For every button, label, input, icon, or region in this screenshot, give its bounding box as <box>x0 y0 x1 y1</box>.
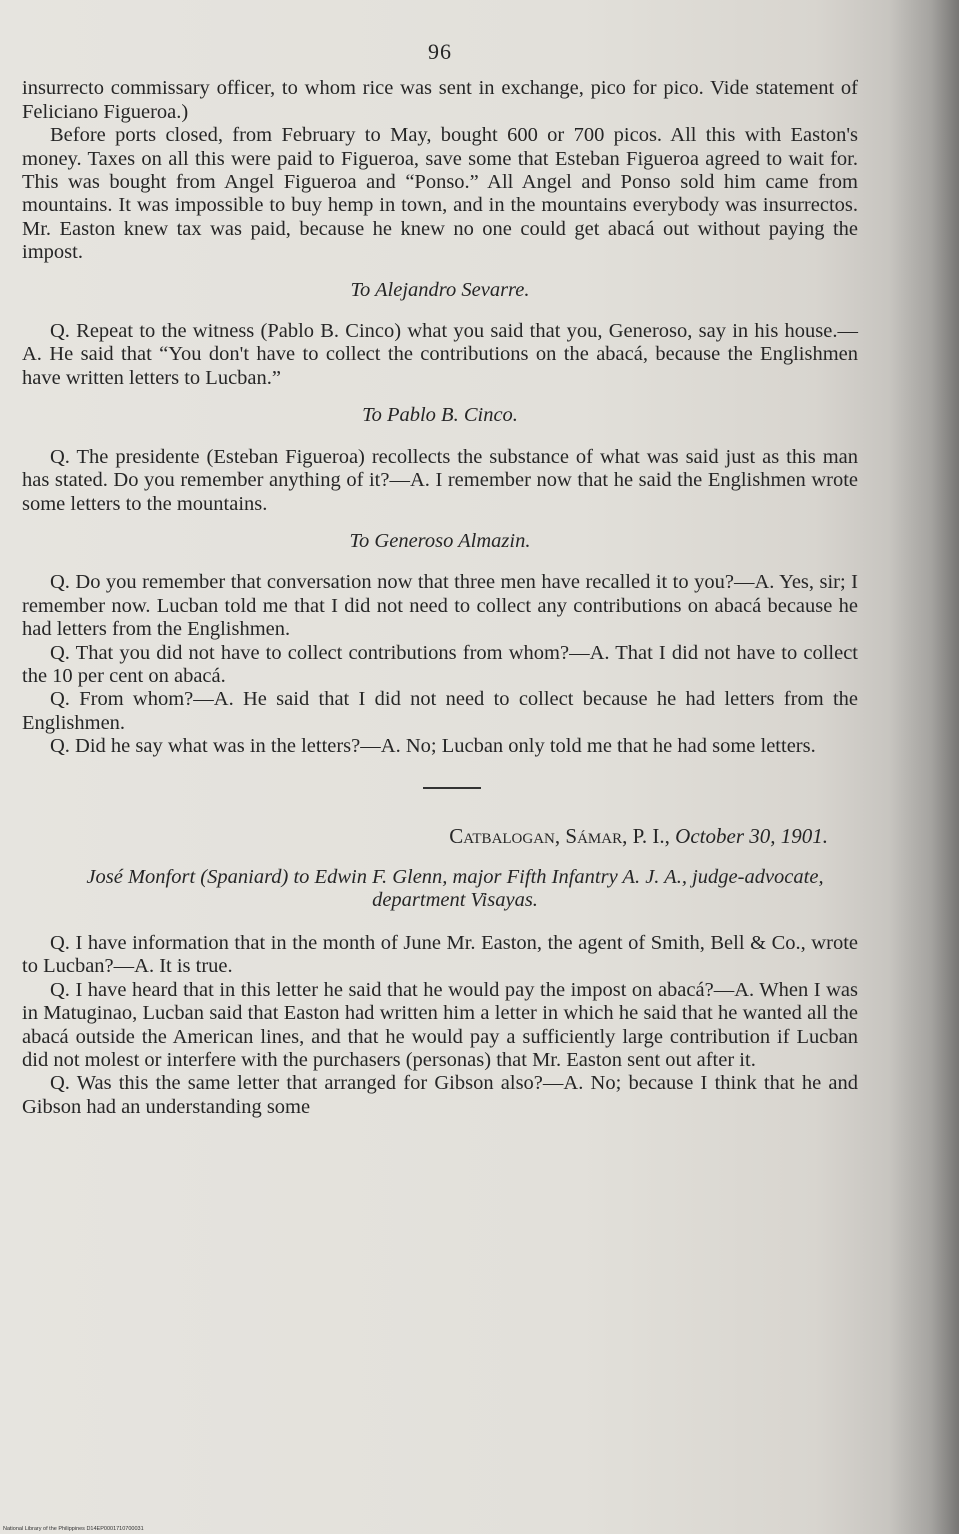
paragraph: Q. I have heard that in this letter he said that he would pay the impost on abacá?—A. When I was in Matuginao, Lucban said that Easton had written him a letter in which he said that he wanted all the abacá outside the American lines, and that he would pay a sufficiently large contribution if Lucban did not molest or interfere with the purchasers (personas) that Mr. Easton sent out after it. <box>22 978 858 1071</box>
paragraph: Q. I have information that in the month of June Mr. Easton, the agent of Smith, Bell & Co., wrote to Lucban?—A. It is true. <box>22 931 858 978</box>
book-spine-shadow <box>889 0 959 1534</box>
dateline-date: October 30, 1901. <box>675 823 828 848</box>
scan-footer: National Library of the Philippines D14EP0001710700031 <box>3 1526 144 1532</box>
section-divider <box>423 787 481 789</box>
dateline-place: Catbalogan, Sámar, P. I., <box>449 823 670 848</box>
page-number: 96 <box>428 39 452 64</box>
paragraph: Q. Do you remember that conversation now that three men have recalled it to you?—A. Yes, sir; I remember now. Lucban told me that I did not need to collect any contributions on abacá because he had letters from the Englishmen. <box>22 571 858 641</box>
paragraph: Q. Repeat to the witness (Pablo B. Cinco) what you said that you, Generoso, say in his house.—A. He said that “You don't have to collect the contributions on the abacá, because the Englishmen have written letters to Lucban.” <box>22 320 858 389</box>
paragraph: Before ports closed, from February to May, bought 600 or 700 picos. All this with Easton's money. Taxes on all this were paid to Figueroa, save some that Esteban Figueroa agreed to wait for. This was bought from Angel Figueroa and “Ponso.” All Angel and Ponso sold him came from mountains. It was impossible to buy hemp in town, and in the mountains everybody was insurrectos. Mr. Easton knew tax was paid, because he knew no one could get abacá out without paying the impost. <box>22 124 858 264</box>
paragraph: Q. From whom?—A. He said that I did not need to collect because he had letters from the Englishmen. <box>22 688 858 734</box>
paragraph: Q. The presidente (Esteban Figueroa) recollects the substance of what was said just as this man has stated. Do you remember anything of it?—A. I remember now that he said the Englishmen wrote some letters to the mountains. <box>22 445 858 515</box>
testimony-address: José Monfort (Spaniard) to Edwin F. Glenn, major Fifth Infantry A. J. A., judge-advocate, department Visayas. <box>86 865 824 911</box>
dateline <box>22 825 828 848</box>
paragraph: Q. Was this the same letter that arranged for Gibson also?—A. No; because I think that he and Gibson had an understanding some <box>22 1072 858 1118</box>
section-heading: To Generoso Almazin. <box>349 529 531 552</box>
section-heading: To Pablo B. Cinco. <box>362 404 518 427</box>
page-content <box>22 40 858 1119</box>
paragraph: Q. Did he say what was in the letters?—A. No; Lucban only told me that he had some letters. <box>50 735 816 758</box>
paragraph: insurrecto commissary officer, to whom rice was sent in exchange, pico for pico. Vide statement of Feliciano Figueroa.) <box>22 77 858 123</box>
paragraph: Q. That you did not have to collect contributions from whom?—A. That I did not have to collect the 10 per cent on abacá. <box>22 641 858 687</box>
section-heading: To Alejandro Sevarre. <box>350 278 530 301</box>
